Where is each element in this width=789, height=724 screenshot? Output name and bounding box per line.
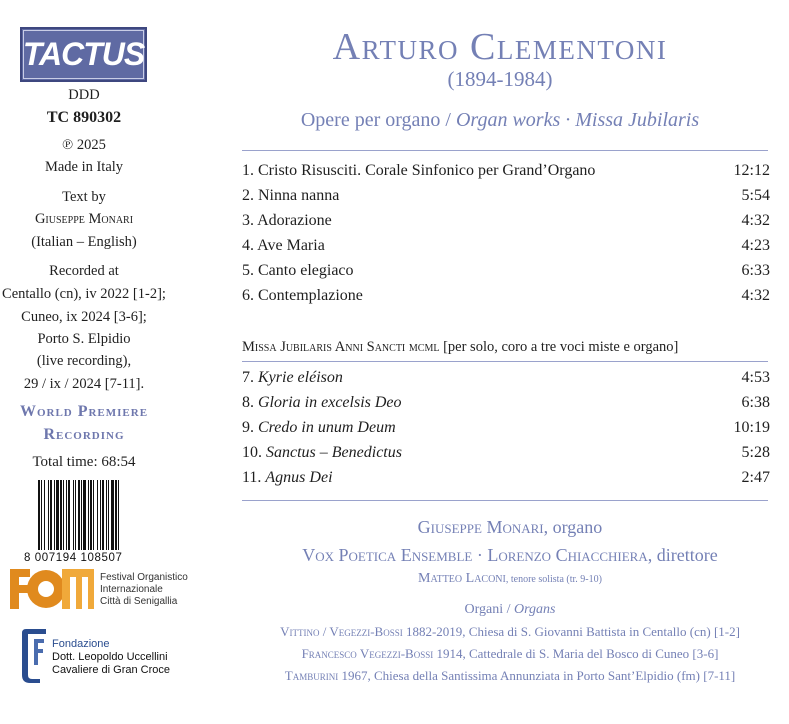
track-duration: 10:19 (733, 419, 770, 436)
recording-line: 29 / ix / 2024 [7-11]. (23, 376, 145, 392)
track-row (242, 260, 770, 282)
barcode-bar (75, 480, 76, 550)
album-subtitle (200, 108, 789, 132)
festival-mark-icon (8, 563, 98, 613)
track-title: Adorazione (257, 212, 332, 229)
track-duration: 4:32 (741, 287, 770, 304)
track-row (242, 210, 770, 232)
track-row (242, 392, 770, 414)
organ-location: , Chiesa di S. Giovanni Battista in Centallo (cn) [1-2] (462, 624, 740, 639)
world-premiere-line1: World Premiere (19, 403, 149, 420)
barcode-bar (78, 480, 80, 550)
performer-role: , direttore (647, 545, 718, 565)
track-duration: 5:54 (741, 187, 770, 204)
barcode-bar (60, 480, 62, 550)
divider (242, 150, 768, 151)
track-duration: 4:23 (741, 237, 770, 254)
recording-line: Porto S. Elpidio (37, 331, 131, 347)
recorded-at-label: Recorded at (49, 263, 119, 279)
track-duration: 2:47 (741, 469, 770, 486)
performer-tenor (240, 569, 780, 590)
track-duration: 4:53 (741, 369, 770, 386)
performer-role: , organo (543, 517, 603, 537)
track-duration: 12:12 (733, 162, 770, 179)
tactus-logo-text: TACTUS (22, 36, 145, 72)
festival-logo (8, 563, 188, 613)
barcode-bar (115, 480, 117, 550)
foundation-name-line: Fondazione (52, 638, 110, 650)
barcode-bar (118, 480, 119, 550)
barcode-bar (73, 480, 74, 550)
barcode-bar (66, 480, 67, 550)
track-title: Sanctus – Benedictus (266, 444, 402, 461)
barcode-bar (88, 480, 89, 550)
track-row (242, 467, 770, 489)
tactus-logo (20, 27, 147, 82)
barcode-bar (50, 480, 52, 550)
track-number: 5. (242, 262, 254, 279)
barcode-bar (56, 480, 59, 550)
track-number: 1. (242, 162, 254, 179)
performer-ensemble (230, 543, 789, 567)
text-author: Giuseppe Monari (34, 211, 134, 227)
foundation-mark-icon (18, 625, 52, 683)
organ-line (232, 622, 788, 642)
divider (242, 500, 768, 501)
text-languages: (Italian – English) (31, 234, 137, 250)
subtitle-separator: / (440, 109, 456, 131)
track-number: 8. (242, 394, 254, 411)
track-row (242, 160, 770, 182)
track-number: 11. (242, 469, 262, 486)
recording-line: Cuneo, ix 2024 [3-6]; (21, 309, 147, 325)
barcode-bar (102, 480, 104, 550)
track-title: Gloria in excelsis Deo (258, 394, 402, 411)
barcode-bar (90, 480, 92, 550)
organ-builder: Tamburini 1967 (284, 668, 368, 683)
barcode-bar (81, 480, 82, 550)
copyright-year: ℗ 2025 (62, 137, 106, 153)
track-number: 10. (242, 444, 262, 461)
audio-format: DDD (68, 87, 100, 103)
total-time: Total time: 68:54 (32, 454, 136, 470)
track-number: 2. (242, 187, 254, 204)
barcode-bar (97, 480, 98, 550)
divider (242, 361, 768, 362)
barcode-bar (41, 480, 42, 550)
missa-title: Missa Jubilaris Anni Sancti mcml (242, 339, 440, 355)
missa-heading (242, 337, 782, 357)
label-info-column (0, 0, 188, 724)
barcode-bar (111, 480, 114, 550)
barcode-bar (106, 480, 107, 550)
track-number: 6. (242, 287, 254, 304)
barcode-bar (63, 480, 64, 550)
barcode-digits: 8 007194 108507 (24, 552, 123, 564)
track-title: Ave Maria (257, 237, 325, 254)
festival-name-line: Città di Senigallia (100, 596, 178, 607)
barcode-bar (100, 480, 101, 550)
organ-line (232, 644, 788, 664)
festival-name-line: Festival Organistico (100, 572, 188, 583)
foundation-name-line: Dott. Leopoldo Uccellini (52, 651, 168, 663)
performer-name: Giuseppe Monari (417, 517, 544, 537)
organs-heading (240, 600, 780, 620)
track-number: 4. (242, 237, 254, 254)
track-number: 7. (242, 369, 254, 386)
subtitle-english: Organ works · Missa Jubilaris (455, 109, 700, 131)
organ-builder: Vittino / Vegezzi-Bossi 1882-2019 (280, 624, 463, 639)
barcode-bar (68, 480, 70, 550)
barcode-bar (93, 480, 94, 550)
track-number: 9. (242, 419, 254, 436)
barcode-bar (48, 480, 49, 550)
barcode-bar (38, 480, 40, 550)
track-duration: 6:38 (741, 394, 770, 411)
track-title: Credo in unum Deum (258, 419, 396, 436)
recording-line: (live recording), (36, 353, 132, 369)
barcode-bar (83, 480, 86, 550)
track-row (242, 235, 770, 257)
text-by-label: Text by (62, 189, 106, 205)
missa-scoring: [per solo, coro a tre voci miste e organo] (439, 339, 679, 355)
performer-name: Vox Poetica Ensemble · Lorenzo Chiacchiera (302, 545, 648, 565)
organ-location: , Chiesa della Santissima Annunziata in Porto Sant’Elpidio (fm) [7-11] (367, 668, 736, 683)
track-row (242, 442, 770, 464)
performer-organist (240, 515, 780, 539)
track-number: 3. (242, 212, 254, 229)
track-row (242, 185, 770, 207)
composer-name: Arturo Clementoni (332, 26, 668, 68)
made-in: Made in Italy (44, 159, 124, 175)
track-title: Ninna nanna (258, 187, 340, 204)
track-title: Agnus Dei (265, 469, 333, 486)
track-row (242, 417, 770, 439)
track-duration: 4:32 (741, 212, 770, 229)
performer-role: , tenore solista (tr. 9-10) (505, 574, 602, 585)
festival-name-line: Internazionale (100, 584, 163, 595)
track-row (242, 285, 770, 307)
track-title: Contemplazione (258, 287, 363, 304)
track-duration: 6:33 (741, 262, 770, 279)
barcode-bar (44, 480, 45, 550)
recording-line: Centallo (cn), iv 2022 [1-2]; (2, 286, 166, 302)
track-title: Canto elegiaco (258, 262, 354, 279)
track-row (242, 367, 770, 389)
organs-label-separator: / (503, 602, 514, 617)
track-duration: 5:28 (741, 444, 770, 461)
track-title: Cristo Risusciti. Corale Sinfonico per Grand’Organo (258, 162, 596, 179)
organ-builder: Francesco Vegezzi-Bossi 1914 (301, 646, 463, 661)
organ-location: , Cattedrale di S. Maria del Bosco di Cuneo [3-6] (462, 646, 719, 661)
foundation-logo (18, 625, 188, 683)
track-title: Kyrie eléison (258, 369, 343, 386)
organs-label-italian: Organi (464, 602, 504, 617)
organs-label-english: Organs (514, 602, 556, 617)
barcode-bars (38, 480, 156, 550)
foundation-name-line: Cavaliere di Gran Croce (52, 664, 170, 676)
barcode-bar (108, 480, 109, 550)
barcode-bar (54, 480, 55, 550)
composer-dates: (1894-1984) (447, 67, 553, 91)
world-premiere-line2: Recording (43, 426, 125, 443)
catalog-number: TC 890302 (46, 109, 122, 126)
organ-line (232, 666, 788, 686)
performer-name: Matteo Laconi (418, 571, 506, 586)
subtitle-italian: Opere per organo (300, 109, 441, 131)
